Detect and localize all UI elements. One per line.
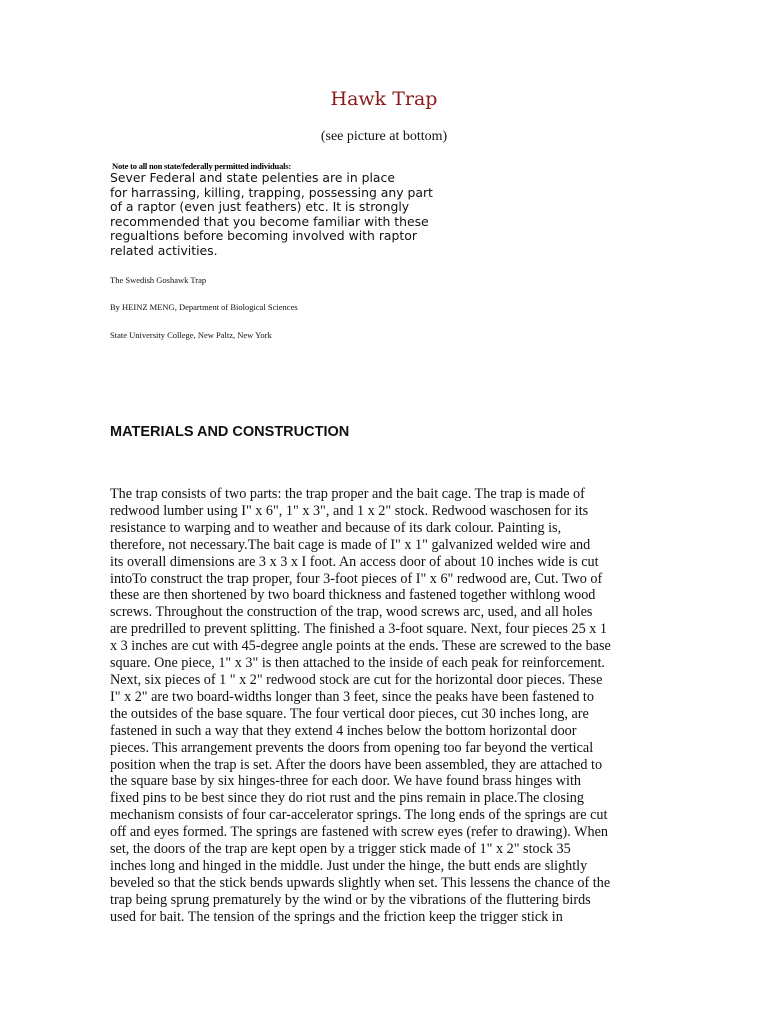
section-heading: MATERIALS AND CONSTRUCTION xyxy=(110,424,350,440)
body-line: its overall dimensions are 3 x 3 x I foot. An access door of about 10 inches wide is cut xyxy=(110,553,599,570)
note-label: Note to all non state/federally permitted individuals: xyxy=(112,161,292,171)
body-line: trap being sprung prematurely by the wind or by the vibrations of the fluttering birds xyxy=(110,891,591,908)
legal-warning xyxy=(110,171,470,259)
body-line: screws. Throughout the construction of the trap, wood screws arc, used, and all holes xyxy=(110,604,593,621)
page-subtitle: (see picture at bottom) xyxy=(320,129,448,144)
warning-line: of a raptor (even just feathers) etc. It is strongly xyxy=(110,199,410,215)
warning-line: recommended that you become familiar with these xyxy=(110,213,429,229)
body-line: the square base by six hinges-three for each door. We have found brass hinges with xyxy=(110,773,581,790)
institution-line: State University College, New Paltz, New York xyxy=(110,330,272,340)
body-line: are predrilled to prevent splitting. The finished a 3-foot square. Next, four pieces 25 x 1 xyxy=(110,621,607,638)
article-title: The Swedish Goshawk Trap xyxy=(110,275,207,285)
body-line: fixed pins to be best since they do riot rust and the pins remain in place.The closing xyxy=(110,790,584,807)
body-line: resistance to warping and to weather and because of its dark colour. Painting is, xyxy=(110,519,562,536)
body-line: inches long and hinged in the middle. Just under the hinge, the butt ends are slightly xyxy=(110,857,588,874)
body-line: pieces. This arrangement prevents the doors from opening too far beyond the vertical xyxy=(110,739,594,756)
body-line: The trap consists of two parts: the trap proper and the bait cage. The trap is made of xyxy=(110,486,585,502)
body-line: intoTo construct the trap proper, four 3-foot pieces of I" x 6" redwood are, Cut. Two of xyxy=(110,570,603,587)
warning-line: Sever Federal and state pelenties are in place xyxy=(110,170,395,185)
body-line: these are then shortened by two board thickness and fastened together withlong wood xyxy=(110,587,596,604)
body-line: used for bait. The tension of the springs and the friction keep the trigger stick in xyxy=(110,908,563,925)
body-line: square. One piece, 1" x 3" is then attached to the inside of each peak for reinforcement. xyxy=(110,655,605,672)
warning-line: related activities. xyxy=(110,242,218,258)
warning-line: regualtions before becoming involved with raptor xyxy=(110,228,417,244)
body-line: therefore, not necessary.The bait cage is made of I" x 1" galvanized welded wire and xyxy=(110,536,591,553)
body-line: redwood lumber using I" x 6", 1" x 3", and 1 x 2" stock. Redwood waschosen for its xyxy=(110,502,589,519)
body-line: position when the trap is set. After the doors have been assembled, they are attached to xyxy=(110,756,603,773)
body-paragraph xyxy=(110,486,670,926)
author-line: By HEINZ MENG, Department of Biological Sciences xyxy=(110,302,298,312)
body-line: fastened in such a way that they extend 4 inches below the bottom horizontal door xyxy=(110,722,577,739)
body-line: Next, six pieces of 1 " x 2" redwood stock are cut for the horizontal door pieces. These xyxy=(110,671,603,688)
body-line: off and eyes formed. The springs are fastened with screw eyes (refer to drawing). When xyxy=(110,824,608,841)
body-line: mechanism consists of four car-accelerator springs. The long ends of the springs are cut xyxy=(110,807,608,824)
page-title: Hawk Trap xyxy=(330,88,438,110)
warning-line: for harrassing, killing, trapping, possessing any part xyxy=(110,184,433,200)
body-line: I" x 2" are two board-widths longer than 3 feet, since the peaks have been fastened to xyxy=(110,688,594,705)
body-line: x 3 inches are cut with 45-degree angle points at the ends. These are screwed to the base xyxy=(110,638,611,655)
body-line: beveled so that the stick bends upwards slightly when set. This lessens the chance of the xyxy=(110,874,611,891)
body-line: set, the doors of the trap are kept open by a trigger stick made of 1" x 2" stock 35 xyxy=(110,841,571,858)
body-line: the outsides of the base square. The four vertical door pieces, cut 30 inches long, are xyxy=(110,705,589,722)
